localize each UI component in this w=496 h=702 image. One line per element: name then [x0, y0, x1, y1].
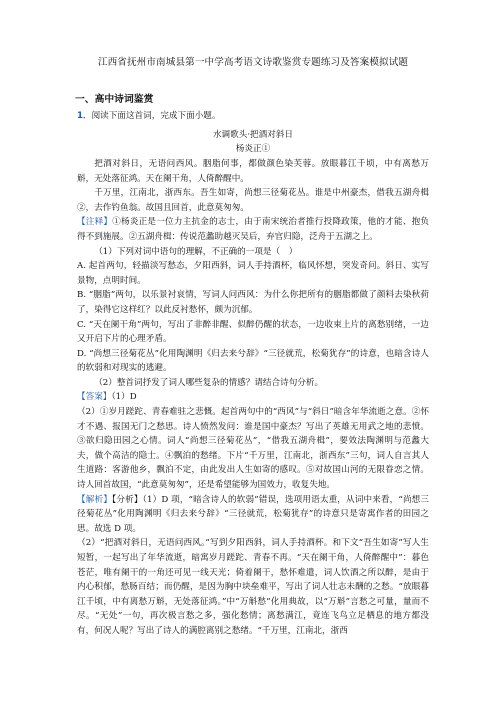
section-heading: 一、高中诗词鉴赏: [75, 93, 154, 105]
poem-stanza-2: 千万里，江南北，浙西东。吾生如寄，尚想三径菊花丛。谁是中州豪杰，借我五湖舟楫②，去作钓鱼翁。故国且回首，此意莫匆匆。: [77, 188, 429, 213]
answer-2: （2）①岁月蹉跎、青春难驻之悲慨。起首两句中的“西风”与“斜日”暗含年华流逝之意。②怀才不遇、报国无门之愁思。诗人愤然发问：谁是国中豪杰？写出了英雄无用武之地的悲愤。③欲归隐田园之心情。词人“尚想三径菊花丛”，“借我五湖舟楫”，要效法陶渊明与范蠡大夫，做个高洁的隐士。④飘泊的愁绪。下片“千万里，江南北，浙西东”三句，词人自言其人生道路：客游他乡，飘泊不定，由此发出人生如寄的感叹。⑤对故国山河的无限眷恋之情。诗人回首故国，“此意莫匆匆”，还是希望能够为国效力，收复失地。: [77, 407, 429, 491]
option-b: B. “胭脂”两句，以乐景衬哀情，写词人问西风：为什么你把所有的胭脂都做了颜料去染秋荷了，染得它这样红？以此反衬愁怀，颇为沉郁。: [77, 290, 429, 315]
annotation: [77, 215, 429, 244]
annotation-label: 【注释】: [77, 217, 113, 228]
option-a: A. 起首两句，轻描淡写愁态，夕阳西斜，词人手持酒杯，临风怀想，突发奇问。斜日、实写景物，点明时间。: [77, 261, 429, 286]
analysis-1-text: 【分析】（1）D 项，“暗含诗人的软弱”错误，选项用语太重，从词中来看，“尚想三径菊花丛”化用陶渊明《归去来兮辞》“三径就荒，松菊犹存”的诗意只是寄寓作者的田园之思。故选 D 项。: [77, 494, 429, 534]
analysis-2: （2）“把酒对斜日，无语问西风。”写到夕阳西斜，词人手持酒杯。和下文“吾生如寄”写人生短暂，一起写出了年华流逝，暗寓岁月蹉跎、青春不再。“天在阑干角，人倚醉醒中”：暮色苍茫，唯有阑干的一角还可见一线天光；倚着阑干，愁怀难遣，词人饮酒之所以醉，是由于内心积郁，愁肠百结；而仍醒，是因为胸中块垒难平，写出了词人壮志未酬的之愁。“放眼暮江千顷，中有离愁万斛，无处落征鸿。”中“万斛愁”化用典故，以“万斛”言愁之可量，量而不尽。“无处”一句，再次极言愁之多，强化愁情；离愁满江，竟连飞鸟立足栖息的地方都没有，何况人呢？写出了诗人的满腔离别之愁绪。“千万里，江南北，浙西: [77, 538, 429, 636]
sub-question-1: （1）下列对词中语句的理解，不正确的一项是（ ）: [94, 246, 298, 257]
answer-1: [77, 390, 429, 405]
option-c: C. “天在阑干角”两句，写出了非醉非醒、似醉仍醒的状态，一边收束上片的离愁别绪，一边又开启下片的心理矛盾。: [77, 319, 429, 345]
question-1-instruction: [77, 109, 429, 124]
poem-stanza-1: 把酒对斜日，无语问西风。胭脂何事，都做颜色染芙蓉。放眼暮江千顷，中有离愁万斛，无处落征鸿。天在阑干角，人倚醉醒中。: [77, 158, 429, 184]
answer-1-text: （1）D: [111, 392, 137, 403]
instruction-text: 阅读下面这首词，完成下面小题。: [91, 111, 221, 122]
poem-author: 杨炎正①: [235, 144, 271, 155]
analysis-label: 【解析】: [77, 494, 112, 505]
option-d: D. “尚想三径菊花丛”化用陶渊明《归去来兮辞》“三径就荒，松菊犹存”的诗意，也暗含诗人的软弱和对现实的逃避。: [77, 348, 429, 374]
sub-question-2: （2）整首词抒发了词人哪些复杂的情感？请结合诗句分析。: [94, 377, 324, 388]
answer-label: 【答案】: [77, 392, 112, 403]
annotation-text: ①杨炎正是一位力主抗金的志士，由于南宋统治者推行投降政策，他的才能、抱负得不到施展。②五湖舟楫：传说范蠡助越灭吴后，弃官归隐，泛舟于五湖之上。: [77, 217, 429, 242]
question-number: 1．: [77, 111, 92, 122]
document-title: 江西省抚州市南城县第一中学高考语文诗歌鉴赏专题练习及答案模拟试题: [97, 57, 409, 68]
poem-title: 水调歌头·把酒对斜日: [212, 129, 294, 140]
analysis-1: [77, 493, 429, 537]
